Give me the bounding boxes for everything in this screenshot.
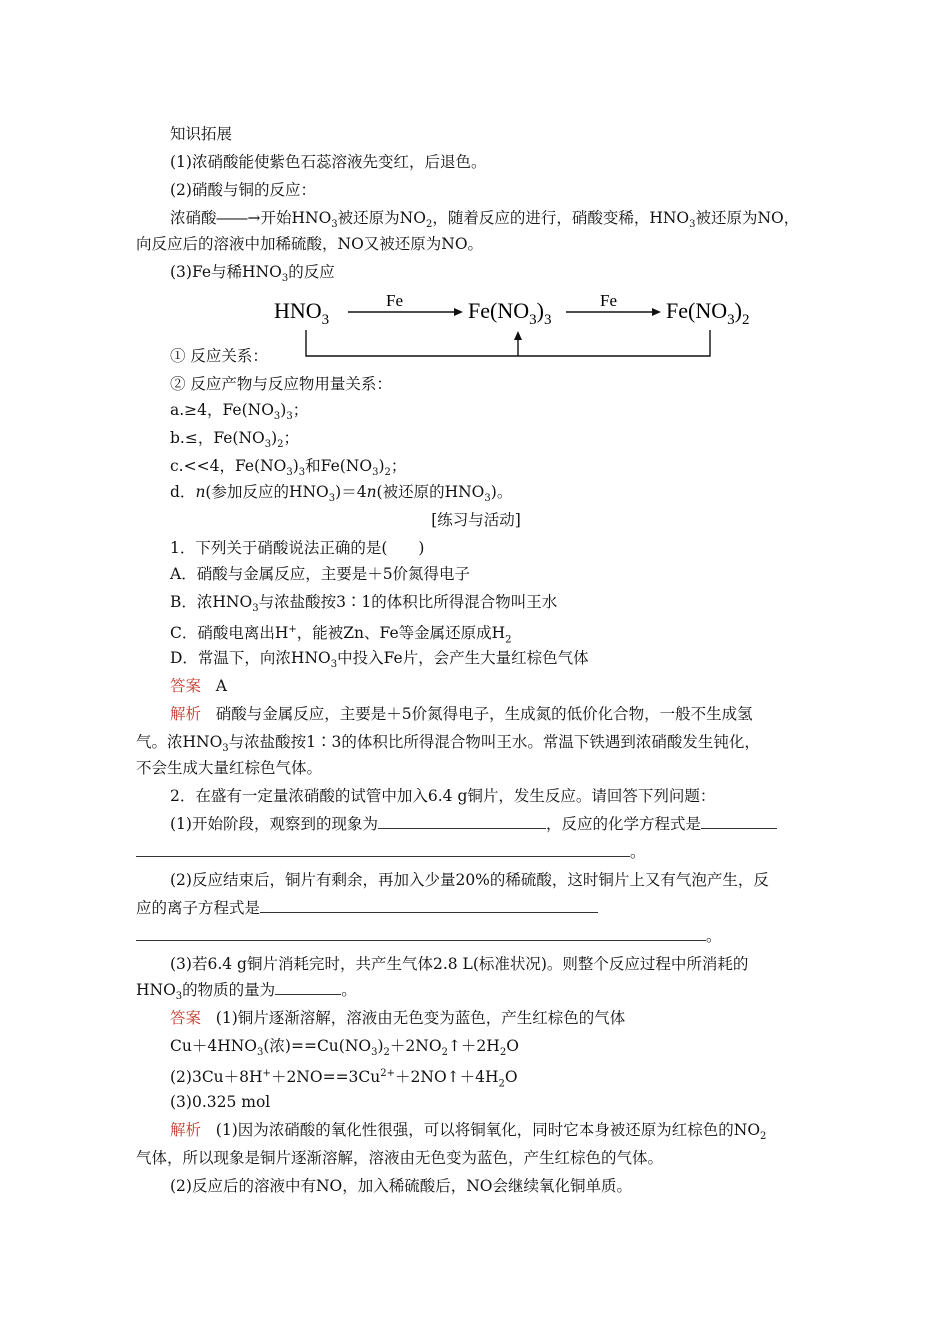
relation-label: ① 反应关系： <box>170 347 268 365</box>
diagram-bottom-bracket <box>306 330 710 356</box>
case-d: d．n(参加反应的$HNO_3)=4n$(被还原的$HNO_3$)。 <box>170 483 513 505</box>
q2-analysis-line-3: (2)反应后的溶液中有NO，加入稀硫酸后，NO会继续氧化铜单质。 <box>170 1177 632 1195</box>
practice-section-title: [练习与活动] <box>431 511 521 529</box>
ext-line-4: 向反应后的溶液中加稀硫酸，NO又被还原为NO。 <box>136 235 484 253</box>
q2-part-3: (3)若6.4 g铜片消耗完时，共产生气体2.8 L(标准状况)。则整个反应过程中所消耗的 <box>170 955 749 973</box>
q2-part-1-cont: 。 <box>136 842 646 862</box>
q2-equation-1: $Cu+4HNO_3$(浓)$==Cu(NO_3)_2+2NO_2↑+2H_2O$ <box>170 1037 519 1059</box>
q2-part-3-cont: $HNO_3$的物质的量为 。 <box>136 981 357 1003</box>
analysis-label: 解析 <box>170 705 202 723</box>
ext-item-3: (3)Fe与稀$HNO_3$的反应 <box>170 263 335 285</box>
q1-option-a: A．硝酸与金属反应，主要是＋5价氮得电子 <box>170 565 471 583</box>
q2-stem: 2．在盛有一定量浓硝酸的试管中加入6.4 g铜片，发生反应。请回答下列问题： <box>170 787 716 805</box>
q2-part-2-cont-2: 。 <box>136 926 722 946</box>
ext-line-3: 浓硝酸――→开始$HNO_3$被还原为$NO_2$，随着反应的进行，硝酸变稀，$HNO_3$被还原为NO， <box>170 209 800 231</box>
arrow-2-head <box>652 308 661 316</box>
q2-part-2-cont: 应的离子方程式是 <box>136 898 598 918</box>
q2-equation-2: $(2)3Cu+8H^++2NO==3Cu^{2+}+2NO↑+4H_2O$ <box>170 1068 518 1090</box>
reaction-diagram <box>270 288 760 358</box>
case-a: a.≥4，$Fe(NO_3)_3$； <box>170 401 309 423</box>
blank-ionic-equation-a[interactable] <box>260 898 598 913</box>
q2-answer-3: (3)0.325 mol <box>170 1093 271 1111</box>
q1-answer: 答案 A <box>170 677 227 695</box>
amount-relation-label: ② 反应产物与反应物用量关系： <box>170 375 392 393</box>
diagram-fe-no3-3: $Fe(NO_3)_3$ <box>468 298 552 328</box>
q2-answer-1: 答案 (1)铜片逐渐溶解，溶液由无色变为蓝色，产生红棕色的气体 <box>170 1009 626 1027</box>
blank-ionic-equation-b[interactable] <box>136 926 706 941</box>
blank-equation-1a[interactable] <box>701 814 777 829</box>
diagram-up-arrow-head <box>514 331 522 340</box>
blank-equation-1b[interactable] <box>136 842 630 857</box>
arrow-1-head <box>454 308 463 316</box>
diagram-hno3: $HNO_3$ <box>274 298 330 328</box>
q1-analysis-line-2: 气。浓$HNO_3$与浓盐酸按1∶3的体积比所得混合物叫王水。常温下铁遇到浓硝酸发生钝化， <box>136 733 760 755</box>
q1-analysis-line-3: 不会生成大量红棕色气体。 <box>136 759 323 777</box>
diagram-fe-1: Fe <box>386 291 403 310</box>
case-b: b.≤，$Fe(NO_3)_2$； <box>170 429 300 451</box>
diagram-fe-2: Fe <box>600 291 617 310</box>
ext-item-2: (2)硝酸与铜的反应： <box>170 181 316 199</box>
q1-option-b: B．浓$HNO_3$与浓盐酸按3∶1的体积比所得混合物叫王水 <box>170 593 558 615</box>
ext-item-1: (1)浓硝酸能使紫色石蕊溶液先变红，后退色。 <box>170 153 487 171</box>
q1-analysis-line-1: 解析 硝酸与金属反应，主要是＋5价氮得电子，生成氮的低价化合物，一般不生成氢 <box>170 705 753 723</box>
q1-option-c: C．硝酸电离出H+，能被Zn、Fe等金属还原成$H_2$ <box>170 624 512 646</box>
q2-part-2: (2)反应结束后，铜片有剩余，再加入少量20%的稀硫酸，这时铜片上又有气泡产生，反 <box>170 871 769 889</box>
analysis-label: 解析 <box>170 1121 202 1139</box>
q1-option-d: D．常温下，向浓$HNO_3$中投入Fe片，会产生大量红棕色气体 <box>170 649 589 671</box>
q2-analysis-line-2: 气体，所以现象是铜片逐渐溶解，溶液由无色变为蓝色，产生红棕色的气体。 <box>136 1149 664 1167</box>
q1-stem: 1．下列关于硝酸说法正确的是( ) <box>170 539 425 557</box>
answer-label: 答案 <box>170 1009 202 1027</box>
q2-part-1: (1)开始阶段，观察到的现象为 ，反应的化学方程式是 <box>170 814 777 834</box>
q2-analysis-line-1: 解析 (1)因为浓硝酸的氧化性很强，可以将铜氧化，同时它本身被还原为红棕色的$NO_2$ <box>170 1121 767 1143</box>
section-heading: 知识拓展 <box>170 125 233 143</box>
answer-label: 答案 <box>170 677 202 695</box>
diagram-fe-no3-2: $Fe(NO_3)_2$ <box>666 298 750 328</box>
blank-moles[interactable] <box>275 980 341 995</box>
blank-phenomenon[interactable] <box>378 814 546 829</box>
case-c: c.<<4，$Fe(NO_3)_3$和$Fe(NO_3)_2$； <box>170 457 407 479</box>
